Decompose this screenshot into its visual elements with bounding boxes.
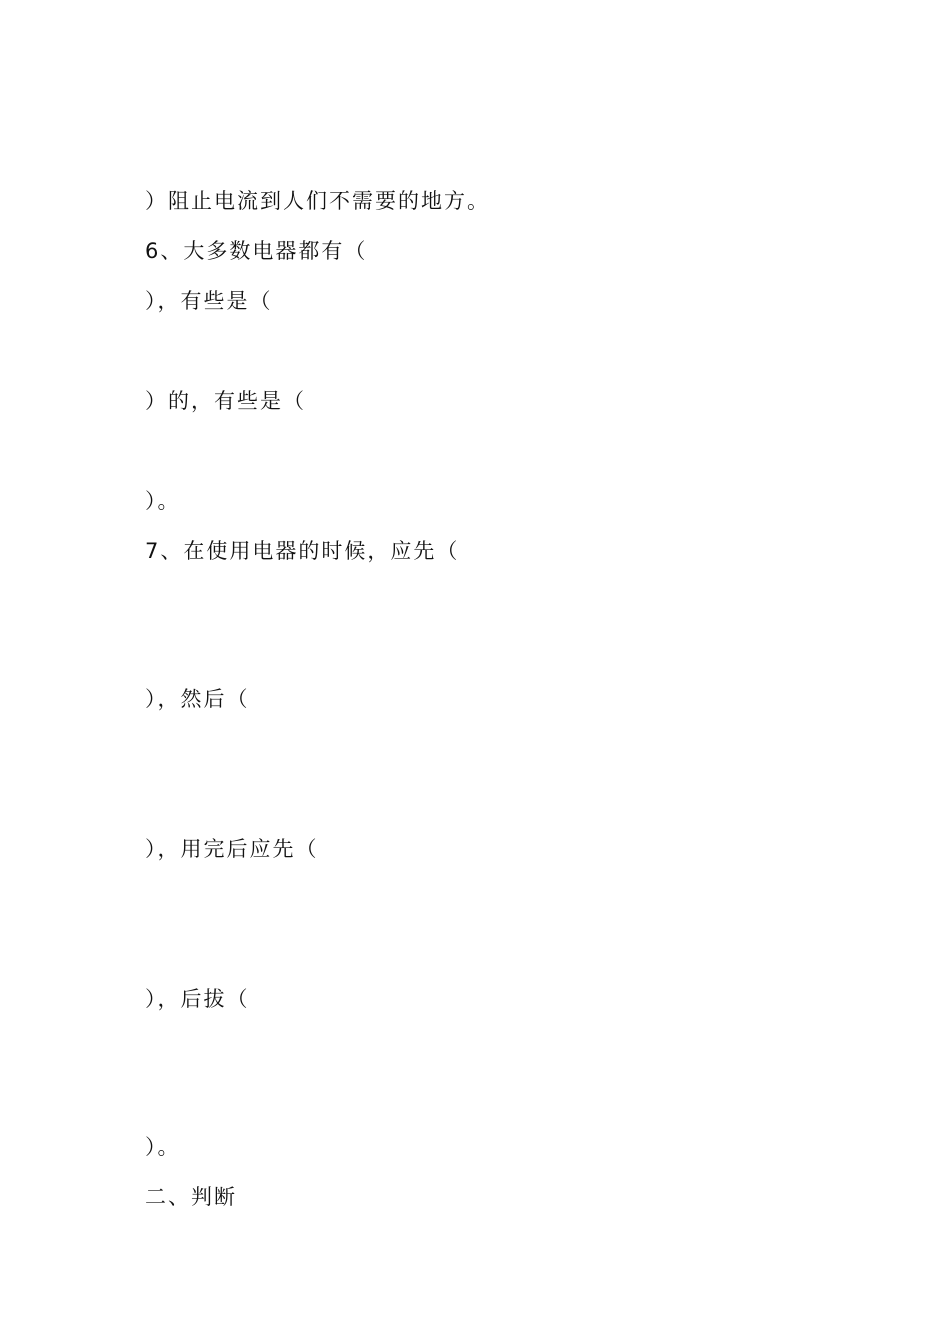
question-7-blank-2-line: ），然后（ <box>145 687 250 711</box>
question-7-blank-3-line: ），用完后应先（ <box>145 837 319 861</box>
question-6-blank-2-line: ），有些是（ <box>145 289 273 313</box>
question-7-blank-4-line: ），后拔（ <box>145 987 250 1011</box>
question-7-end-line: ）。 <box>145 1135 181 1159</box>
question-6-end-line: ）。 <box>145 489 181 513</box>
section-heading-judgment: 二、判断 <box>145 1185 237 1209</box>
question-6-text: 6、大多数电器都有（ <box>145 239 368 263</box>
question-7-text: 7、在使用电器的时候，应先（ <box>145 539 460 563</box>
question-6-blank-3-line: ）的，有些是（ <box>145 389 306 413</box>
text-line-fill-in-end: ）阻止电流到人们不需要的地方。 <box>145 189 490 213</box>
